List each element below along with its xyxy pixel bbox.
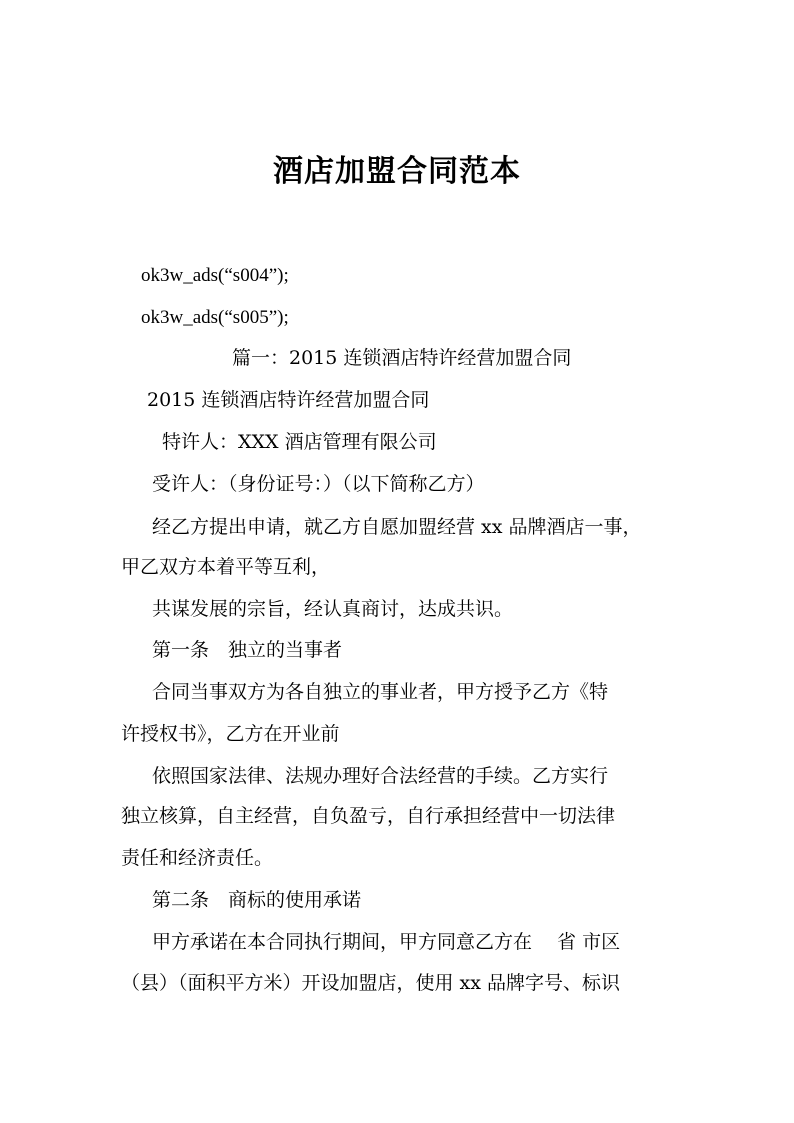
- article-2-paragraph-1-line-2: （县）（面积平方米）开设加盟店，使用 xx 品牌字号、标识: [121, 972, 621, 994]
- intro-paragraph-1-line-2: 甲乙双方本着平等互利，: [121, 556, 331, 578]
- chapter-heading: 篇一：2015 连锁酒店特许经营加盟合同: [232, 347, 572, 369]
- document-title: 酒店加盟合同范本: [273, 154, 521, 189]
- franchisor-line: 特许人：XXX 酒店管理有限公司: [162, 431, 437, 453]
- intro-paragraph-1-line-1: 经乙方提出申请，就乙方自愿加盟经营 xx 品牌酒店一事，: [152, 516, 642, 538]
- article-1-paragraph-2-line-1: 依照国家法律、法规办理好合法经营的手续。乙方实行: [152, 765, 609, 787]
- article-1-paragraph-2-line-2: 独立核算，自主经营，自负盈亏，自行承担经营中一切法律: [121, 805, 616, 827]
- contract-title: 2015 连锁酒店特许经营加盟合同: [147, 389, 430, 411]
- article-2-paragraph-1-line-1: 甲方承诺在本合同执行期间，甲方同意乙方在 省 市区: [152, 931, 621, 953]
- article-1-paragraph-2-line-3: 责任和经济责任。: [121, 847, 274, 869]
- article-2-heading: 第二条 商标的使用承诺: [152, 889, 362, 911]
- article-1-paragraph-1-line-1: 合同当事双方为各自独立的事业者，甲方授予乙方《特: [152, 681, 609, 703]
- script-line-1: ok3w_ads(“s004”);: [141, 265, 289, 286]
- franchisee-line: 受许人：（身份证号：）（以下简称乙方）: [152, 473, 485, 495]
- intro-paragraph-2: 共谋发展的宗旨，经认真商讨，达成共识。: [152, 598, 514, 620]
- script-line-2: ok3w_ads(“s005”);: [141, 307, 289, 328]
- article-1-paragraph-1-line-2: 许授权书》，乙方在开业前: [121, 723, 340, 745]
- article-1-heading: 第一条 独立的当事者: [152, 639, 343, 661]
